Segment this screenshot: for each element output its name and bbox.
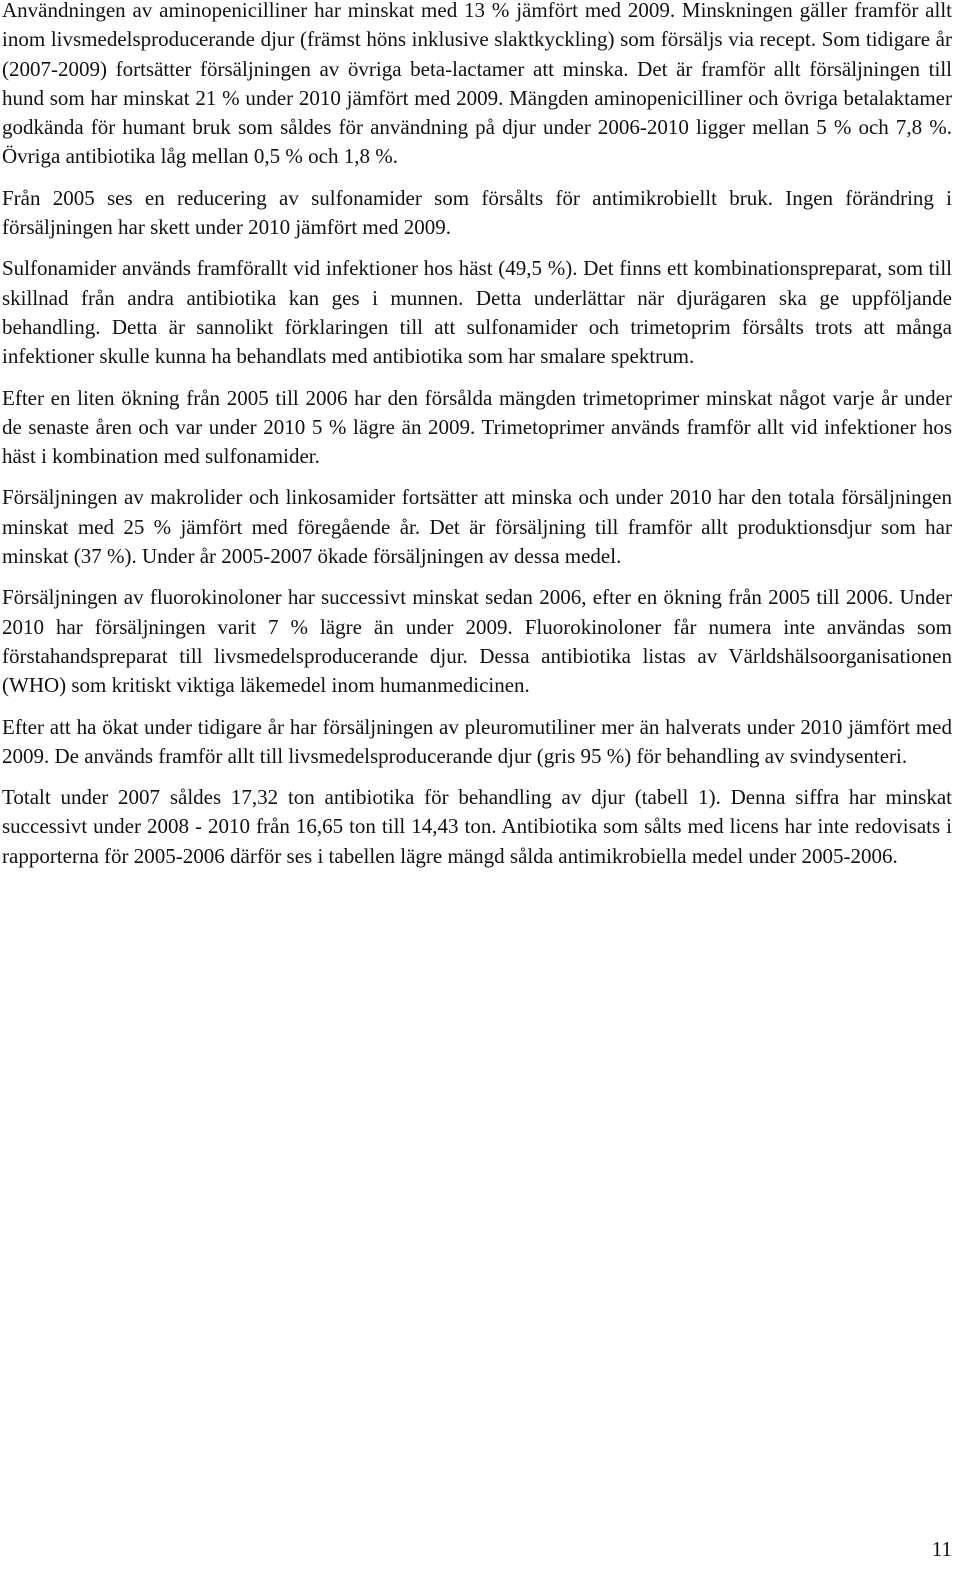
paragraph-sulfonamider-hast: Sulfonamider används framförallt vid infektioner hos häst (49,5 %). Det finns ett kombinationspreparat, som till skillnad från andra antibiotika kan ges i munnen. Detta underlättar när djurägaren ska ge uppföljande behandling. Detta är sannolikt förklaringen till att sulfonamider och trimetoprim försålts trots att många infektioner skulle kunna ha behandlats med antibiotika som har smalare spektrum. xyxy=(2,256,952,369)
paragraph-fluorokinoloner: Försäljningen av fluorokinoloner har successivt minskat sedan 2006, efter en ökning från 2005 till 2006. Under 2010 har försäljningen varit 7 % lägre än under 2009. Fluorokinoloner får numera inte användas som förstahandspreparat till livsmedelsproducerande djur. Dessa antibiotika listas av Världshälsoorganisationen (WHO) som kritiskt viktiga läkemedel inom humanmedicinen. xyxy=(2,585,952,698)
paragraph-pleuromutiliner: Efter att ha ökat under tidigare år har försäljningen av pleuromutiliner mer än halverats under 2010 jämfört med 2009. De används framför allt till livsmedelsproducerande djur (gris 95 %) för behandling av svindysenteri. xyxy=(2,714,952,768)
paragraph-makrolider: Försäljningen av makrolider och linkosamider fortsätter att minska och under 2010 har den totala försäljningen minskat med 25 % jämfört med föregående år. Det är försäljning till framför allt produktionsdjur som har minskat (37 %). Under år 2005-2007 ökade försäljningen av dessa medel. xyxy=(2,485,952,569)
paragraph-trimetoprimer: Efter en liten ökning från 2005 till 2006 har den försålda mängden trimetoprimer minskat något varje år under de senaste åren och var under 2010 5 % lägre än 2009. Trimetoprimer används framför allt vid infektioner hos häst i kombination med sulfonamider. xyxy=(2,385,952,469)
paragraph-aminopenicilliner: Användningen av aminopenicilliner har minskat med 13 % jämfört med 2009. Minskningen gäller framför allt inom livsmedelsproducerande djur (främst höns inklusive slaktkyckling) som försäljs via recept. Som tidigare år (2007-2009) fortsätter försäljningen av övriga beta-lactamer att minska. Det är framför allt försäljningen till hund som har minskat 21 % under 2010 jämfört med 2009. Mängden aminopenicilliner och övriga betalaktamer godkända för humant bruk som såldes för användning på djur under 2006-2010 ligger mellan 5 % och 7,8 %. Övriga antibiotika låg mellan 0,5 % och 1,8 %. xyxy=(2,0,952,169)
paragraph-totalt: Totalt under 2007 såldes 17,32 ton antibiotika för behandling av djur (tabell 1). Denna siffra har minskat successivt under 2008 - 2010 från 16,65 ton till 14,43 ton. Antibiotika som sålts med licens har inte redovisats i rapporterna för 2005-2006 därför ses i tabellen lägre mängd sålda antimikrobiella medel under 2005-2006. xyxy=(2,785,952,868)
body-text xyxy=(2,0,952,871)
page-number: 11 xyxy=(931,1537,952,1561)
paragraph-sulfonamider-reducering: Från 2005 ses en reducering av sulfonamider som försålts för antimikrobiellt bruk. Ingen förändring i försäljningen har skett under 2010 jämfört med 2009. xyxy=(2,185,952,240)
